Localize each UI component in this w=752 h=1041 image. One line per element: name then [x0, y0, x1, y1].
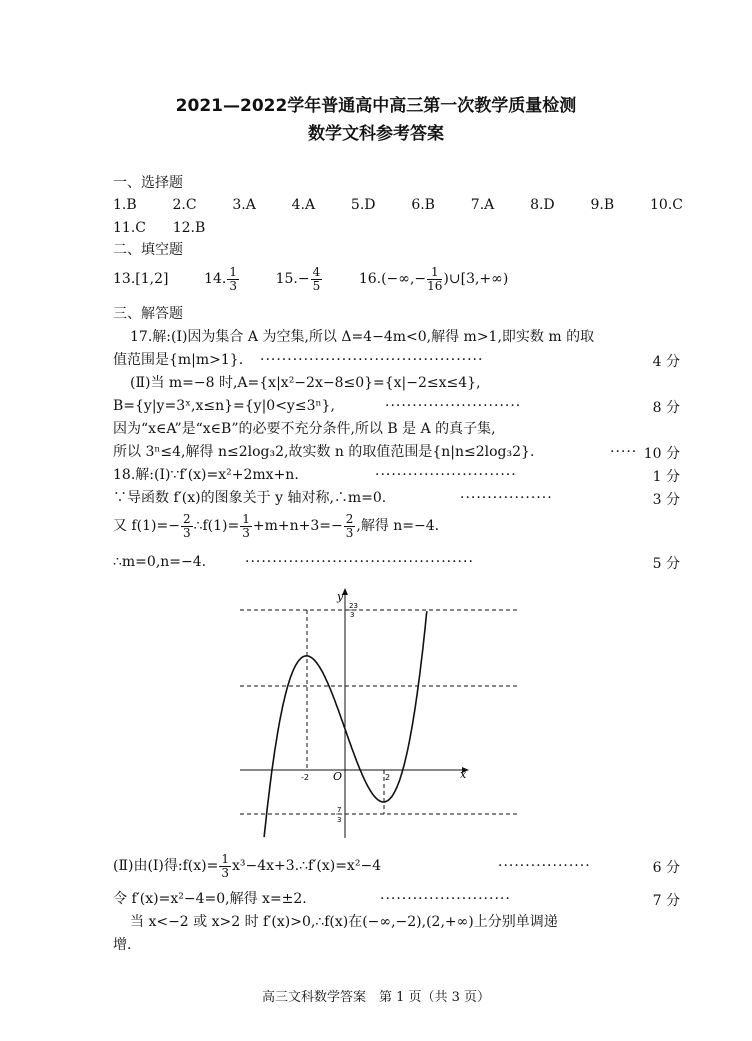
leader-dots: ·········································· [245, 554, 474, 570]
score: 3 分 [652, 492, 680, 508]
answer: 10.C [649, 197, 683, 213]
function-graph [235, 580, 525, 842]
solution-line: 17.解:(Ⅰ)因为集合 A 为空集,所以 Δ=4−4m<0,解得 m>1,即实数 m 的取 [130, 329, 595, 345]
choice-answers-2 [113, 219, 205, 237]
leader-dots: ························ [380, 891, 511, 907]
tick-label: 23 [349, 602, 358, 610]
answer: 11.C [113, 220, 146, 236]
section-solve: 三、解答题 [113, 306, 183, 322]
doc-title: 2021—2022学年普通高中高三第一次教学质量检测 [175, 96, 577, 116]
solution-line: 值范围是{m|m>1}. [113, 352, 244, 368]
tick-label: 3 [337, 816, 342, 824]
leader-dots: ········································· [260, 352, 484, 368]
fraction: $\frac{1}{3}$ [229, 264, 237, 293]
answer: 4.A [291, 197, 316, 213]
y-axis-label: y [337, 590, 344, 603]
answer: 3.A [232, 197, 256, 213]
answer: 1.B [113, 197, 137, 213]
solution-line: 所以 3ⁿ≤4,解得 n≤2log₃2,故实数 n 的取值范围是{n|n≤2log₃2}. [113, 444, 535, 460]
answer: 5.D [350, 197, 376, 213]
tick-label: 2 [385, 773, 391, 782]
solution-line: ∵导函数 f′(x)的图象关于 y 轴对称,∴m=0. [113, 490, 387, 506]
origin-label: O [333, 770, 343, 783]
solution-line: 当 x<−2 或 x>2 时 f′(x)>0,∴f(x)在(−∞,−2),(2,+∞)上分别单调递 [130, 914, 558, 930]
leader-dots: ·························· [375, 467, 517, 483]
score: 8 分 [652, 400, 680, 416]
answer: 6.B [411, 197, 435, 213]
section-fill: 二、填空题 [113, 242, 183, 258]
fill-answers [113, 264, 508, 294]
solution-line: (Ⅱ)由(Ⅰ)得:f(x)= $\frac{1}{3}$ x³−4x+3.∴f′(x)=x²−4 [113, 851, 382, 880]
answer: 8.D [530, 197, 555, 213]
solution-line: B={y|y=3ˣ,x≤n}={y|0<y≤3ⁿ}, [113, 398, 335, 414]
answer-14: 14. $\frac{1}{3}$ [204, 264, 237, 293]
solution-line: 18.解:(Ⅰ)∵f′(x)=x²+2mx+n. [113, 467, 299, 483]
solution-line: 又 f(1)=− $\frac{2}{3}$ ∴f(1)= $\frac{1}{3}$ +m+n+3=− $\frac{2}{3}$ ,解得 n=−4. [113, 511, 440, 540]
score: 5 分 [652, 556, 680, 572]
solution-line: ∴m=0,n=−4. [113, 554, 207, 570]
answer-15: 15.− $\frac{4}{5}$ [275, 264, 321, 293]
answer-13: 13.[1,2] [113, 271, 169, 287]
fraction: $\frac{1}{16}$ [427, 264, 443, 293]
solution-line: 因为“x∈A”是“x∈B”的必要不充分条件,所以 B 是 A 的真子集, [113, 421, 496, 437]
fraction: $\frac{1}{3}$ [221, 851, 229, 880]
choice-answers [113, 197, 683, 213]
fraction: $\frac{2}{3}$ [345, 511, 354, 540]
leader-dots: ················· [498, 858, 591, 874]
solution-line: 增. [113, 937, 132, 953]
fraction: $\frac{2}{3}$ [182, 511, 191, 540]
section-choice: 一、选择题 [113, 175, 183, 191]
x-axis-label: x [460, 768, 467, 781]
score: 10 分 [643, 446, 680, 462]
doc-subtitle: 数学文科参考答案 [308, 124, 444, 144]
answer: 7.A [470, 197, 495, 213]
score: 1 分 [652, 469, 680, 485]
answer-16: 16.(−∞,− $\frac{1}{16}$ )∪[3,+∞) [358, 264, 509, 293]
leader-dots: ····· [610, 444, 638, 460]
solution-line: 令 f′(x)=x²−4=0,解得 x=±2. [113, 891, 307, 907]
leader-dots: ················· [460, 490, 553, 506]
answer: 2.C [172, 197, 197, 213]
score: 4 分 [652, 354, 680, 370]
answer: 12.B [172, 220, 206, 236]
tick-label: 3 [350, 611, 355, 619]
score: 7 分 [652, 893, 680, 909]
answer: 9.B [590, 197, 615, 213]
fraction: $\frac{1}{3}$ [242, 511, 250, 540]
tick-label: 7 [337, 806, 342, 814]
solution-line: (Ⅱ)当 m=−8 时,A={x|x²−2x−8≤0}={x|−2≤x≤4}, [130, 375, 481, 391]
leader-dots: ························· [385, 398, 522, 414]
tick-label: -2 [301, 773, 309, 782]
score: 6 分 [652, 860, 680, 876]
fraction: $\frac{4}{5}$ [312, 264, 321, 293]
page-footer: 高三文科数学答案 第 1 页（共 3 页） [261, 990, 491, 1005]
